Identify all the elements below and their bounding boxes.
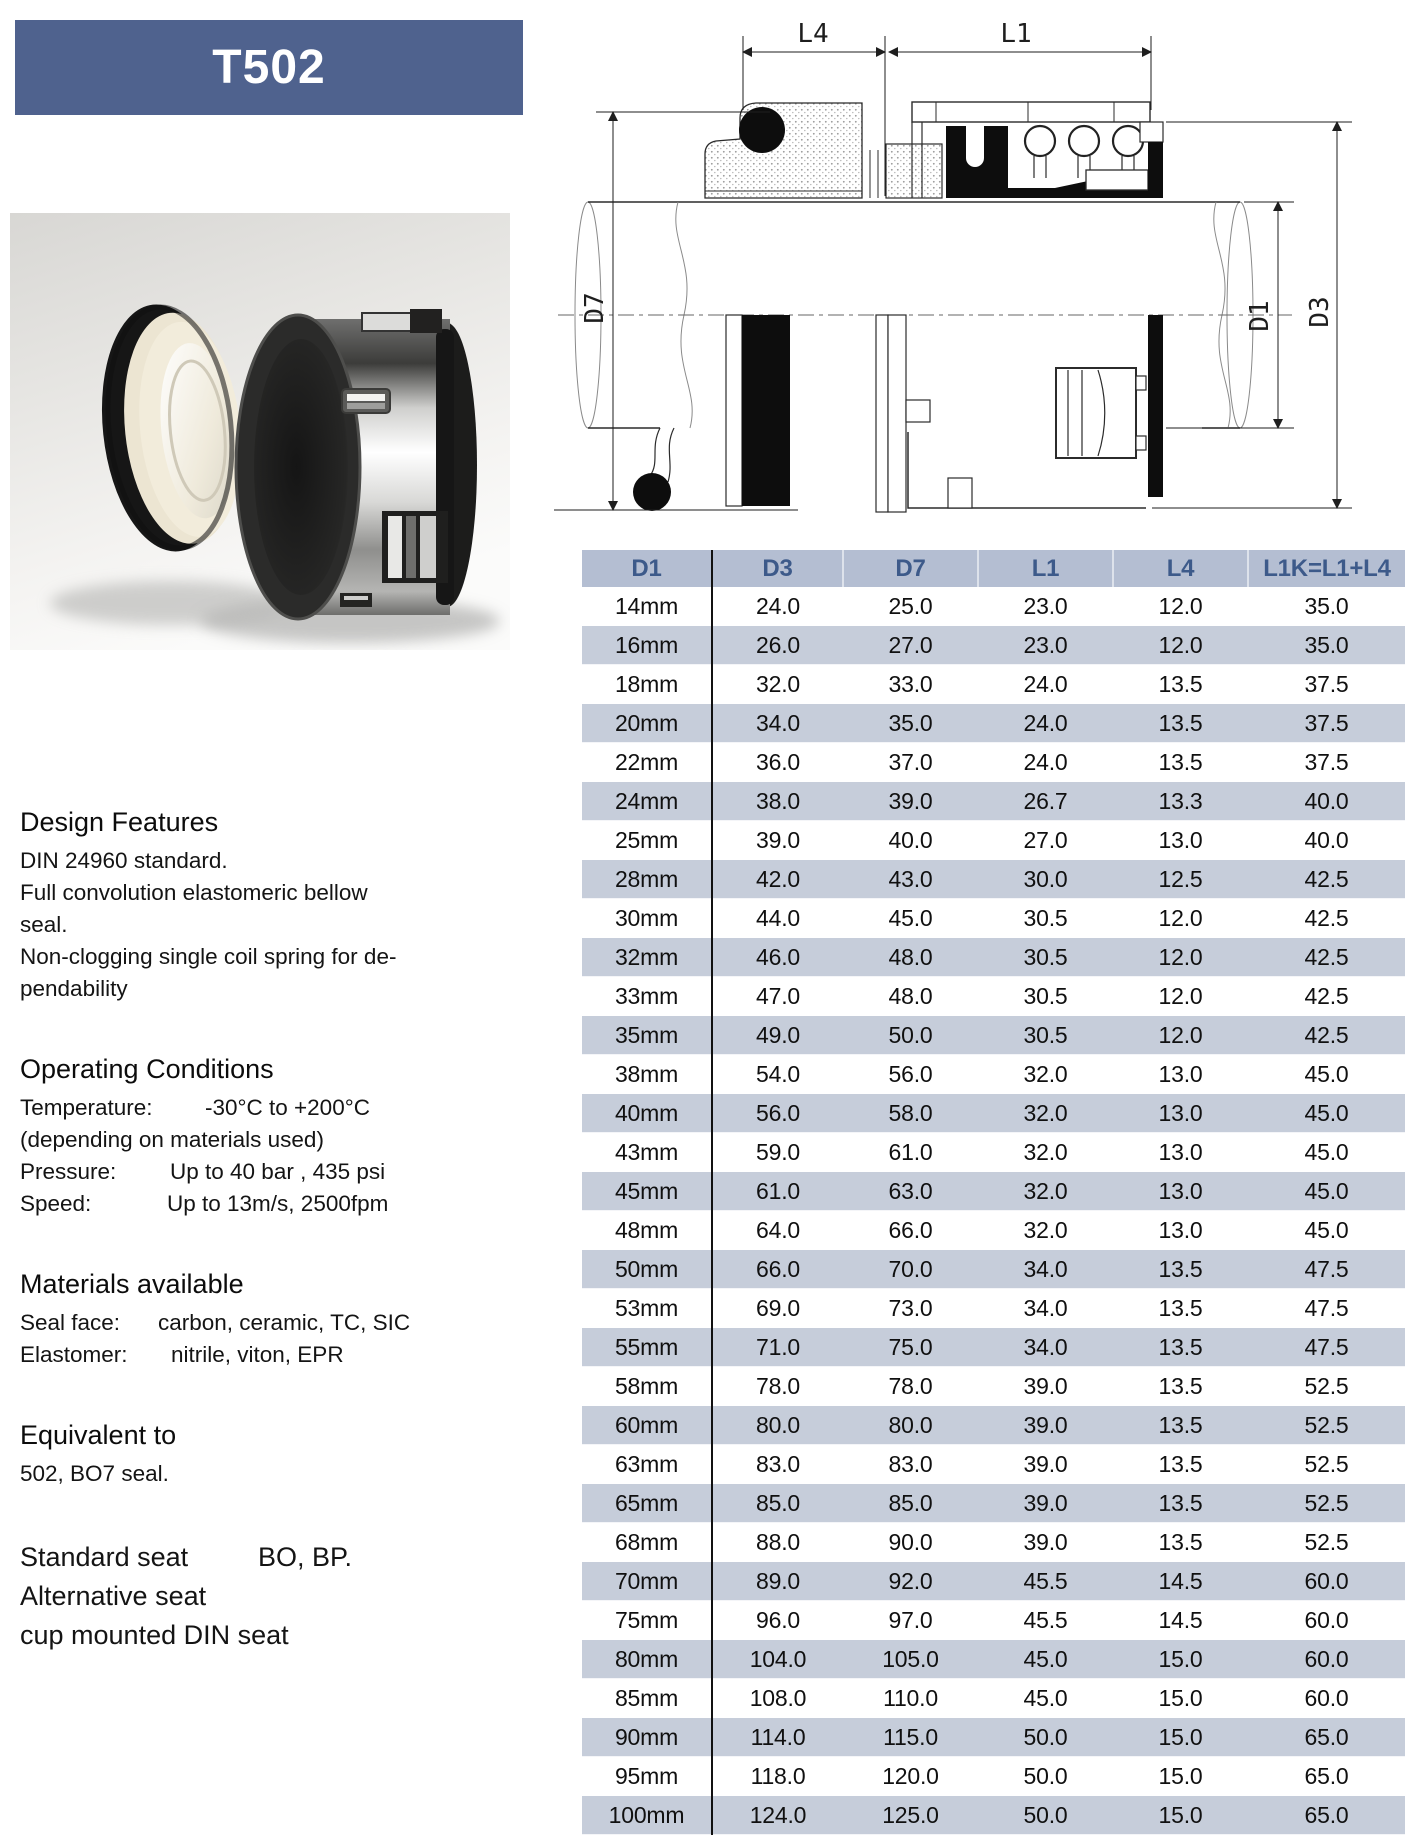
table-cell: 50.0 <box>843 1016 978 1055</box>
table-cell: 37.5 <box>1304 748 1349 775</box>
table-cell: 71.0 <box>712 1328 843 1367</box>
info-section-1 <box>20 1053 502 1220</box>
dim-label-d3: D3 <box>1305 296 1335 328</box>
table-cell: 34.0 <box>978 1250 1113 1289</box>
table-cell: 38.0 <box>712 782 843 821</box>
table-cell: 30.5 <box>978 1016 1113 1055</box>
table-row <box>582 1523 1405 1562</box>
table-cell: 80.0 <box>843 1406 978 1445</box>
table-row <box>582 665 1405 704</box>
info-line <box>20 1188 502 1220</box>
table-header-cell: L4 <box>1113 550 1248 587</box>
table-cell: 85.0 <box>843 1484 978 1523</box>
table-cell: 50mm <box>582 1250 712 1289</box>
dim-label-d7: D7 <box>580 292 610 324</box>
table-cell: 33.0 <box>888 670 933 697</box>
table-cell: 25.0 <box>888 592 933 619</box>
table-cell: 66.0 <box>888 1216 933 1243</box>
table-cell: 50.0 <box>1023 1762 1068 1789</box>
table-cell: 24.0 <box>756 592 800 619</box>
table-cell: 89.0 <box>712 1562 843 1601</box>
bellow-lower <box>742 315 790 506</box>
table-row <box>582 977 1405 1016</box>
table-cell: 45.0 <box>1304 1138 1349 1165</box>
table-cell: 45.5 <box>1023 1606 1068 1633</box>
table-cell: 65.0 <box>1304 1762 1349 1789</box>
table-row <box>582 1484 1405 1523</box>
table-cell: 43mm <box>582 1133 712 1172</box>
table-cell: 26.7 <box>978 782 1113 821</box>
table-cell: 37.5 <box>1304 670 1349 697</box>
table-cell: 40.0 <box>1304 826 1349 853</box>
product-title-bar <box>15 20 523 115</box>
table-cell: 36.0 <box>756 748 800 775</box>
table-cell: 15.0 <box>1158 1684 1203 1711</box>
table-cell: 13.3 <box>1113 782 1248 821</box>
table-row <box>582 1328 1405 1367</box>
table-row <box>582 1289 1405 1328</box>
table-cell: 39.0 <box>978 1484 1113 1523</box>
table-cell: 80.0 <box>712 1406 843 1445</box>
table-cell: 35mm <box>582 1016 712 1055</box>
table-cell: 66.0 <box>712 1250 843 1289</box>
table-cell: 52.5 <box>1304 1372 1349 1399</box>
table-cell: 12.0 <box>1113 626 1248 665</box>
table-row <box>582 1679 1405 1718</box>
info-line <box>20 1538 502 1577</box>
info-line-label: Pressure: <box>20 1159 117 1184</box>
table-cell: 39.0 <box>1023 1372 1068 1399</box>
table-cell: 75mm <box>582 1601 712 1640</box>
table-cell: 15.0 <box>1113 1796 1248 1835</box>
table-cell: 30.5 <box>1023 982 1068 1009</box>
table-row <box>582 626 1405 665</box>
table-cell: 48.0 <box>843 938 978 977</box>
table-cell: 42.5 <box>1248 938 1405 977</box>
info-line-value: BO, BP. <box>258 1542 353 1572</box>
dim-label-l1: L1 <box>1000 19 1032 49</box>
table-cell: 118.0 <box>750 1762 806 1789</box>
table-row <box>582 899 1405 938</box>
product-title: T502 <box>212 41 326 94</box>
table-cell: 14.5 <box>1158 1606 1203 1633</box>
table-row <box>582 1016 1405 1055</box>
table-row <box>582 1562 1405 1601</box>
table-cell: 12.0 <box>1158 982 1203 1009</box>
table-cell: 45.0 <box>1248 1172 1405 1211</box>
table-cell: 124.0 <box>712 1796 843 1835</box>
table-cell: 53mm <box>582 1289 712 1328</box>
table-header-cell: D3 <box>712 550 843 587</box>
table-cell: 34.0 <box>1023 1294 1068 1321</box>
table-cell: 52.5 <box>1304 1528 1349 1555</box>
table-cell: 23.0 <box>978 626 1113 665</box>
table-cell: 43.0 <box>843 860 978 899</box>
table-cell: 39.0 <box>1023 1528 1068 1555</box>
table-cell: 125.0 <box>843 1796 978 1835</box>
table-cell: 35.0 <box>1248 626 1405 665</box>
table-cell: 45.0 <box>888 904 933 931</box>
table-cell: 58mm <box>582 1367 712 1406</box>
table-cell: 16mm <box>582 626 712 665</box>
table-row <box>582 704 1405 743</box>
table-cell: 60.0 <box>1248 1562 1405 1601</box>
table-cell: 83.0 <box>888 1450 933 1477</box>
table-cell: 78.0 <box>888 1372 933 1399</box>
table-cell: 24mm <box>582 782 712 821</box>
table-cell: 38mm <box>582 1055 712 1094</box>
table-cell: 14.5 <box>1113 1562 1248 1601</box>
table-cell: 50.0 <box>978 1718 1113 1757</box>
info-line: cup mounted DIN seat <box>20 1620 289 1650</box>
table-cell: 30.0 <box>978 860 1113 899</box>
table-cell: 40.0 <box>1248 782 1405 821</box>
info-line: DIN 24960 standard. <box>20 848 228 873</box>
section-heading: Operating Conditions <box>20 1054 274 1084</box>
table-cell: 28mm <box>582 860 712 899</box>
table-row <box>582 1055 1405 1094</box>
table-cell: 90.0 <box>888 1528 933 1555</box>
table-cell: 45.5 <box>978 1562 1113 1601</box>
table-cell: 13.5 <box>1158 670 1203 697</box>
table-row <box>582 1718 1405 1757</box>
table-cell: 40.0 <box>888 826 933 853</box>
table-cell: 13.0 <box>1158 1060 1203 1087</box>
info-section-3 <box>20 1419 502 1490</box>
table-cell: 13.5 <box>1158 1294 1203 1321</box>
info-line <box>20 1339 502 1371</box>
table-row <box>582 1211 1405 1250</box>
table-cell: 70mm <box>582 1562 712 1601</box>
table-cell: 15.0 <box>1158 1762 1203 1789</box>
drawing-svg <box>500 0 1419 545</box>
table-cell: 47.5 <box>1248 1250 1405 1289</box>
table-cell: 108.0 <box>749 1684 807 1711</box>
table-row <box>582 1757 1405 1796</box>
table-cell: 30.5 <box>1023 904 1068 931</box>
table-row <box>582 1601 1405 1640</box>
table-cell: 42.5 <box>1304 982 1349 1009</box>
table-cell: 30.5 <box>978 938 1113 977</box>
table-body <box>582 587 1405 1835</box>
metal-bellow-part <box>236 309 477 619</box>
table-cell: 120.0 <box>882 1762 939 1789</box>
info-line: 502, BO7 seal. <box>20 1461 169 1486</box>
info-line-value: Up to 13m/s, 2500fpm <box>167 1191 389 1216</box>
table-cell: 13.5 <box>1158 1372 1203 1399</box>
table-cell: 90mm <box>582 1718 712 1757</box>
table-cell: 39.0 <box>756 826 800 853</box>
table-cell: 39.0 <box>843 782 978 821</box>
section-heading: Materials available <box>20 1269 244 1299</box>
info-line-value: nitrile, viton, EPR <box>171 1342 344 1367</box>
table-row <box>582 860 1405 899</box>
info-section-4 <box>20 1538 502 1655</box>
table-cell: 13.5 <box>1113 1406 1248 1445</box>
table-cell: 110.0 <box>883 1684 938 1711</box>
table-cell: 75.0 <box>843 1328 978 1367</box>
table-cell: 59.0 <box>756 1138 800 1165</box>
info-line-value: carbon, ceramic, TC, SIC <box>158 1310 411 1335</box>
table-cell: 32.0 <box>978 1094 1113 1133</box>
table-cell: 49.0 <box>712 1016 843 1055</box>
table-cell: 13.0 <box>1158 826 1203 853</box>
table-cell: 54.0 <box>756 1060 800 1087</box>
table-cell: 52.5 <box>1248 1406 1405 1445</box>
table-cell: 58.0 <box>843 1094 978 1133</box>
info-line <box>20 1307 502 1339</box>
table-row <box>582 1640 1405 1679</box>
table-cell: 34.0 <box>712 704 843 743</box>
table-cell: 13.0 <box>1113 1172 1248 1211</box>
table-cell: 47.5 <box>1304 1294 1349 1321</box>
seal-section-lower <box>633 315 1163 512</box>
table-cell: 12.0 <box>1113 1016 1248 1055</box>
table-cell: 13.5 <box>1113 1484 1248 1523</box>
table-cell: 37.0 <box>888 748 933 775</box>
table-cell: 114.0 <box>712 1718 843 1757</box>
table-cell: 46.0 <box>712 938 843 977</box>
info-section-2 <box>20 1268 502 1371</box>
info-line-value: Up to 40 bar , 435 psi <box>170 1159 386 1184</box>
table-cell: 52.5 <box>1304 1450 1349 1477</box>
section-heading: Design Features <box>20 807 219 837</box>
table-cell: 56.0 <box>888 1060 933 1087</box>
table-cell: 96.0 <box>756 1606 800 1633</box>
table-cell: 13.5 <box>1158 748 1203 775</box>
table-cell: 60.0 <box>1248 1640 1405 1679</box>
table-cell: 42.5 <box>1304 904 1349 931</box>
table-row <box>582 821 1405 860</box>
table-cell: 65mm <box>582 1484 712 1523</box>
table-cell: 13.5 <box>1113 1250 1248 1289</box>
table-header-cell: D1 <box>582 550 712 587</box>
table-cell: 34.0 <box>978 1328 1113 1367</box>
info-line-label: Temperature: <box>20 1095 153 1120</box>
table-cell: 27.0 <box>1023 826 1068 853</box>
table-cell: 27.0 <box>843 626 978 665</box>
table-cell: 24.0 <box>1023 670 1068 697</box>
seat-ring-lower <box>1148 315 1163 497</box>
table-cell: 24.0 <box>978 704 1113 743</box>
table-cell: 45.0 <box>1248 1094 1405 1133</box>
info-line: seal. <box>20 912 68 937</box>
table-cell: 13.0 <box>1158 1138 1203 1165</box>
table-cell: 39.0 <box>978 1406 1113 1445</box>
o-ring-lower <box>633 473 671 511</box>
table-cell: 13.0 <box>1113 1094 1248 1133</box>
dim-label-l4: L4 <box>797 19 829 49</box>
table-cell: 92.0 <box>843 1562 978 1601</box>
table-cell: 65.0 <box>1248 1796 1405 1835</box>
table-cell: 12.0 <box>1158 592 1203 619</box>
table-row <box>582 1094 1405 1133</box>
table-cell: 30mm <box>582 899 712 938</box>
table-cell: 32.0 <box>978 1172 1113 1211</box>
table-row <box>582 1796 1405 1835</box>
seat-ring-upper <box>1148 142 1163 198</box>
product-photo <box>10 213 510 650</box>
table-cell: 47.0 <box>756 982 800 1009</box>
table-cell: 52.5 <box>1248 1484 1405 1523</box>
table-cell: 13.0 <box>1158 1216 1203 1243</box>
table-row <box>582 743 1405 782</box>
elastomer-bellow <box>705 103 862 198</box>
info-column <box>20 806 502 1703</box>
table-cell: 35.0 <box>843 704 978 743</box>
table-header-cell: D7 <box>843 550 978 587</box>
info-line-label: Standard seat <box>20 1542 189 1572</box>
table-cell: 47.5 <box>1248 1328 1405 1367</box>
table-cell: 45mm <box>582 1172 712 1211</box>
info-line <box>20 1156 502 1188</box>
table-cell: 55mm <box>582 1328 712 1367</box>
table-row <box>582 1133 1405 1172</box>
table-cell: 42.5 <box>1248 1016 1405 1055</box>
table-cell: 40mm <box>582 1094 712 1133</box>
table-cell: 65.0 <box>1248 1718 1405 1757</box>
table-cell: 73.0 <box>888 1294 933 1321</box>
table-cell: 12.5 <box>1113 860 1248 899</box>
table-header <box>582 550 1405 587</box>
table-cell: 12.0 <box>1113 938 1248 977</box>
table-cell: 13.5 <box>1113 1328 1248 1367</box>
table-cell: 45.0 <box>1304 1216 1349 1243</box>
table-cell: 88.0 <box>756 1528 800 1555</box>
table-cell: 48.0 <box>888 982 933 1009</box>
table-cell: 20mm <box>582 704 712 743</box>
table-cell: 85.0 <box>712 1484 843 1523</box>
info-line <box>20 1092 502 1124</box>
table-cell: 97.0 <box>888 1606 933 1633</box>
table-cell: 80mm <box>582 1640 712 1679</box>
info-line: pendability <box>20 976 128 1001</box>
table-cell: 105.0 <box>843 1640 978 1679</box>
technical-drawing <box>500 0 1419 545</box>
table-cell: 13.5 <box>1158 1528 1203 1555</box>
table-cell: 14mm <box>582 587 712 626</box>
table-cell: 35.0 <box>1304 592 1349 619</box>
table-cell: 45.0 <box>1304 1060 1349 1087</box>
table-row <box>582 1250 1405 1289</box>
dimensions-table <box>582 550 1405 1835</box>
table-cell: 63mm <box>582 1445 712 1484</box>
table-cell: 32mm <box>582 938 712 977</box>
table-cell: 85mm <box>582 1679 712 1718</box>
table-cell: 78.0 <box>756 1372 800 1399</box>
table-cell: 32.0 <box>756 670 800 697</box>
table-cell: 33mm <box>582 977 712 1016</box>
table-cell: 60.0 <box>1304 1684 1349 1711</box>
table-cell: 50.0 <box>978 1796 1113 1835</box>
info-line-value: -30°C to +200°C <box>205 1095 370 1120</box>
table-header-cell: L1 <box>978 550 1113 587</box>
seal-section-upper <box>705 102 1163 198</box>
table-cell: 13.5 <box>1113 704 1248 743</box>
table-row <box>582 782 1405 821</box>
dim-label-d1: D1 <box>1245 300 1275 332</box>
table-cell: 104.0 <box>712 1640 843 1679</box>
table-cell: 60.0 <box>1304 1606 1349 1633</box>
table-cell: 15.0 <box>1113 1640 1248 1679</box>
table-cell: 42.5 <box>1248 860 1405 899</box>
shaft <box>558 202 1292 428</box>
info-line-label: Seal face: <box>20 1310 121 1335</box>
table-cell: 25mm <box>582 821 712 860</box>
table-row <box>582 587 1405 626</box>
info-line: (depending on materials used) <box>20 1127 324 1152</box>
seal-photo-image <box>10 213 510 650</box>
table-row <box>582 1172 1405 1211</box>
table-cell: 13.5 <box>1158 1450 1203 1477</box>
table-cell: 26.0 <box>712 626 843 665</box>
table-cell: 39.0 <box>1023 1450 1068 1477</box>
table-cell: 45.0 <box>1023 1684 1068 1711</box>
table-cell: 22mm <box>582 743 712 782</box>
table-cell: 32.0 <box>1023 1216 1068 1243</box>
table-cell: 37.5 <box>1248 704 1405 743</box>
table-cell: 15.0 <box>1113 1718 1248 1757</box>
table-cell: 63.0 <box>843 1172 978 1211</box>
table-row <box>582 938 1405 977</box>
table-cell: 64.0 <box>756 1216 800 1243</box>
table-row <box>582 1367 1405 1406</box>
table-cell: 60mm <box>582 1406 712 1445</box>
section-heading: Equivalent to <box>20 1420 177 1450</box>
table-cell: 95mm <box>582 1757 712 1796</box>
info-line: Alternative seat <box>20 1581 207 1611</box>
table-cell: 115.0 <box>843 1718 978 1757</box>
table-row <box>582 1406 1405 1445</box>
table-header-row <box>582 550 1405 587</box>
info-line: Full convolution elastomeric bellow <box>20 880 368 905</box>
table-cell: 32.0 <box>1023 1138 1068 1165</box>
table-cell: 70.0 <box>843 1250 978 1289</box>
info-line: Non-clogging single coil spring for de- <box>20 944 397 969</box>
table-cell: 48mm <box>582 1211 712 1250</box>
info-line-label: Speed: <box>20 1191 92 1216</box>
table-cell: 69.0 <box>756 1294 800 1321</box>
table-cell: 42.0 <box>712 860 843 899</box>
table-cell: 83.0 <box>756 1450 800 1477</box>
info-section-0 <box>20 806 502 1005</box>
table-cell: 68mm <box>582 1523 712 1562</box>
table-cell: 24.0 <box>1023 748 1068 775</box>
table-cell: 56.0 <box>712 1094 843 1133</box>
table-row <box>582 1445 1405 1484</box>
table-header-cell: L1K=L1+L4 <box>1248 550 1405 587</box>
table-cell: 32.0 <box>1023 1060 1068 1087</box>
table-cell: 61.0 <box>712 1172 843 1211</box>
o-ring <box>739 107 785 153</box>
info-line-label: Elastomer: <box>20 1342 128 1367</box>
table-cell: 23.0 <box>1023 592 1068 619</box>
table-cell: 12.0 <box>1158 904 1203 931</box>
table-cell: 18mm <box>582 665 712 704</box>
table-cell: 45.0 <box>978 1640 1113 1679</box>
table-cell: 44.0 <box>756 904 800 931</box>
table-cell: 61.0 <box>888 1138 933 1165</box>
drive-collar <box>886 144 942 198</box>
table-cell: 100mm <box>582 1796 712 1835</box>
